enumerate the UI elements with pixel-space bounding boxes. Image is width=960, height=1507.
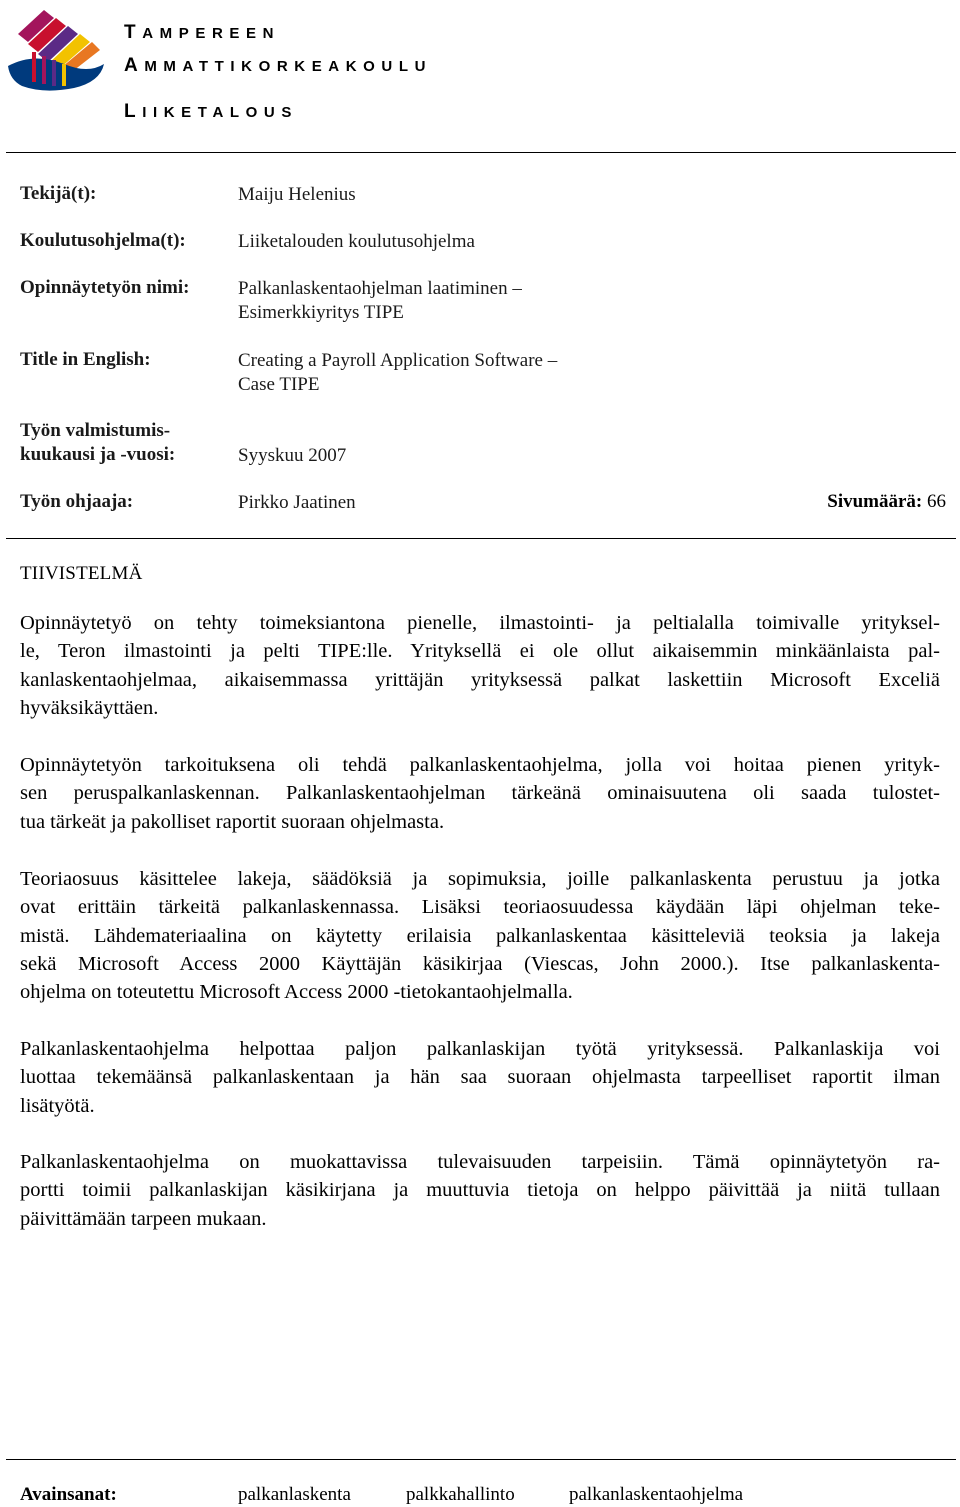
abstract-line: sekä Microsoft Access 2000 Käyttäjän käsikirjaa (Viescas, John 2000.). Itse palkanlaskenta- (20, 952, 940, 975)
abstract-line: Teoriaosuus käsittelee lakeja, säädöksiä ja sopimuksia, joille palkanlaskenta perustuu ja jotka (20, 868, 940, 890)
supervisor-value: Pirkko Jaatinen (238, 492, 356, 513)
institution-name-line2: AMMATTIKORKEAKOULU (124, 55, 433, 76)
completion-value: Syyskuu 2007 (238, 445, 347, 466)
keyword: palkkahallinto (406, 1484, 515, 1505)
pages-label: Sivumäärä: (827, 491, 923, 512)
abstract-line: Palkanlaskentaohjelma on muokattavissa tulevaisuuden tarpeisiin. Tämä opinnäytetyön ra- (20, 1151, 940, 1173)
abstract-line: kanlaskentaohjelmaa, aikaisemmassa yrittäjän yrityksessä palkat laskettiin Microsoft Exceliä (20, 668, 940, 691)
abstract-paragraph-2 (20, 751, 940, 836)
abstract-line: portti toimii palkanlaskijan käsikirjana ja muuttuvia tietoja on helppo päivittää ja niitä tullaan (20, 1179, 940, 1202)
english-title-line2: Case TIPE (238, 374, 320, 395)
abstract-line: ohjelma on toteutettu Microsoft Access 2000 -tietokantaohjelmalla. (20, 981, 573, 1004)
page-count (827, 491, 946, 513)
abstract-line: Palkanlaskentaohjelma helpottaa paljon palkanlaskijan työtä yrityksessä. Palkanlaskija voi (20, 1038, 940, 1060)
author-label: Tekijä(t): (20, 183, 97, 204)
institution-name-line1: TAMPEREEN (124, 22, 281, 43)
department-name: LIIKETALOUS (124, 101, 298, 122)
keywords-label: Avainsanat: (20, 1484, 117, 1505)
footer-divider (6, 1459, 956, 1460)
program-value: Liiketalouden koulutusohjelma (238, 231, 475, 252)
english-title-label: Title in English: (20, 349, 151, 370)
supervisor-label: Työn ohjaaja: (20, 491, 134, 512)
abstract-line: luottaa tekemäänsä palkanlaskentaan ja hän saa suoraan ohjelmasta tarpeelliset raportit ilman (20, 1066, 940, 1089)
abstract-line: le, Teron ilmastointi ja pelti TIPE:lle. Yrityksellä ei ole ollut aikaisemmin minkäänlaista pal- (20, 640, 940, 663)
header-divider (6, 152, 956, 153)
english-title-line1: Creating a Payroll Application Software – (238, 350, 558, 371)
abstract-line: tua tärkeät ja pakolliset raportit suoraan ohjelmasta. (20, 810, 445, 833)
abstract-paragraph-3 (20, 865, 940, 1006)
completion-label-line1: Työn valmistumis- (20, 420, 171, 441)
abstract-line: mistä. Lähdemateriaalina on käytetty erilaisia palkanlaskentaa käsitteleviä teoksia ja lakeja (20, 924, 940, 947)
pages-value: 66 (927, 491, 946, 512)
thesis-title-label: Opinnäytetyön nimi: (20, 277, 190, 298)
keyword: palkanlaskenta (238, 1484, 351, 1505)
abstract-line: ovat erittäin tärkeitä palkanlaskennassa. Lisäksi teoriaosuudessa käydään läpi ohjelman teke- (20, 896, 940, 919)
abstract-line: päivittämään tarpeen mukaan. (20, 1207, 267, 1230)
abstract-paragraph-4 (20, 1035, 940, 1120)
abstract-line: hyväksikäyttäen. (20, 696, 159, 719)
completion-label-line2: kuukausi ja -vuosi: (20, 444, 176, 465)
abstract-line: Opinnäytetyön tarkoituksena oli tehdä palkanlaskentaohjelma, jolla voi hoitaa pienen yrityk- (20, 754, 940, 776)
abstract-paragraph-1 (20, 609, 940, 722)
keyword: palkanlaskentaohjelma (569, 1484, 744, 1505)
tamk-logo (4, 4, 110, 94)
thesis-title-line2: Esimerkkiyritys TIPE (238, 302, 404, 323)
abstract-line: lisätyötä. (20, 1094, 95, 1117)
abstract-paragraph-5 (20, 1148, 940, 1233)
abstract-line: sen peruspalkanlaskennan. Palkanlaskentaohjelman tärkeänä ominaisuutena oli saada tulostet- (20, 782, 940, 805)
thesis-title-line1: Palkanlaskentaohjelman laatiminen – (238, 278, 522, 299)
abstract-line: Opinnäytetyö on tehty toimeksiantona pienelle, ilmastointi- ja peltialalla toimivalle yrityksel- (20, 612, 940, 634)
abstract-heading: TIIVISTELMÄ (20, 563, 143, 584)
program-label: Koulutusohjelma(t): (20, 230, 186, 251)
author-value: Maiju Helenius (238, 184, 356, 205)
meta-divider (6, 538, 956, 539)
